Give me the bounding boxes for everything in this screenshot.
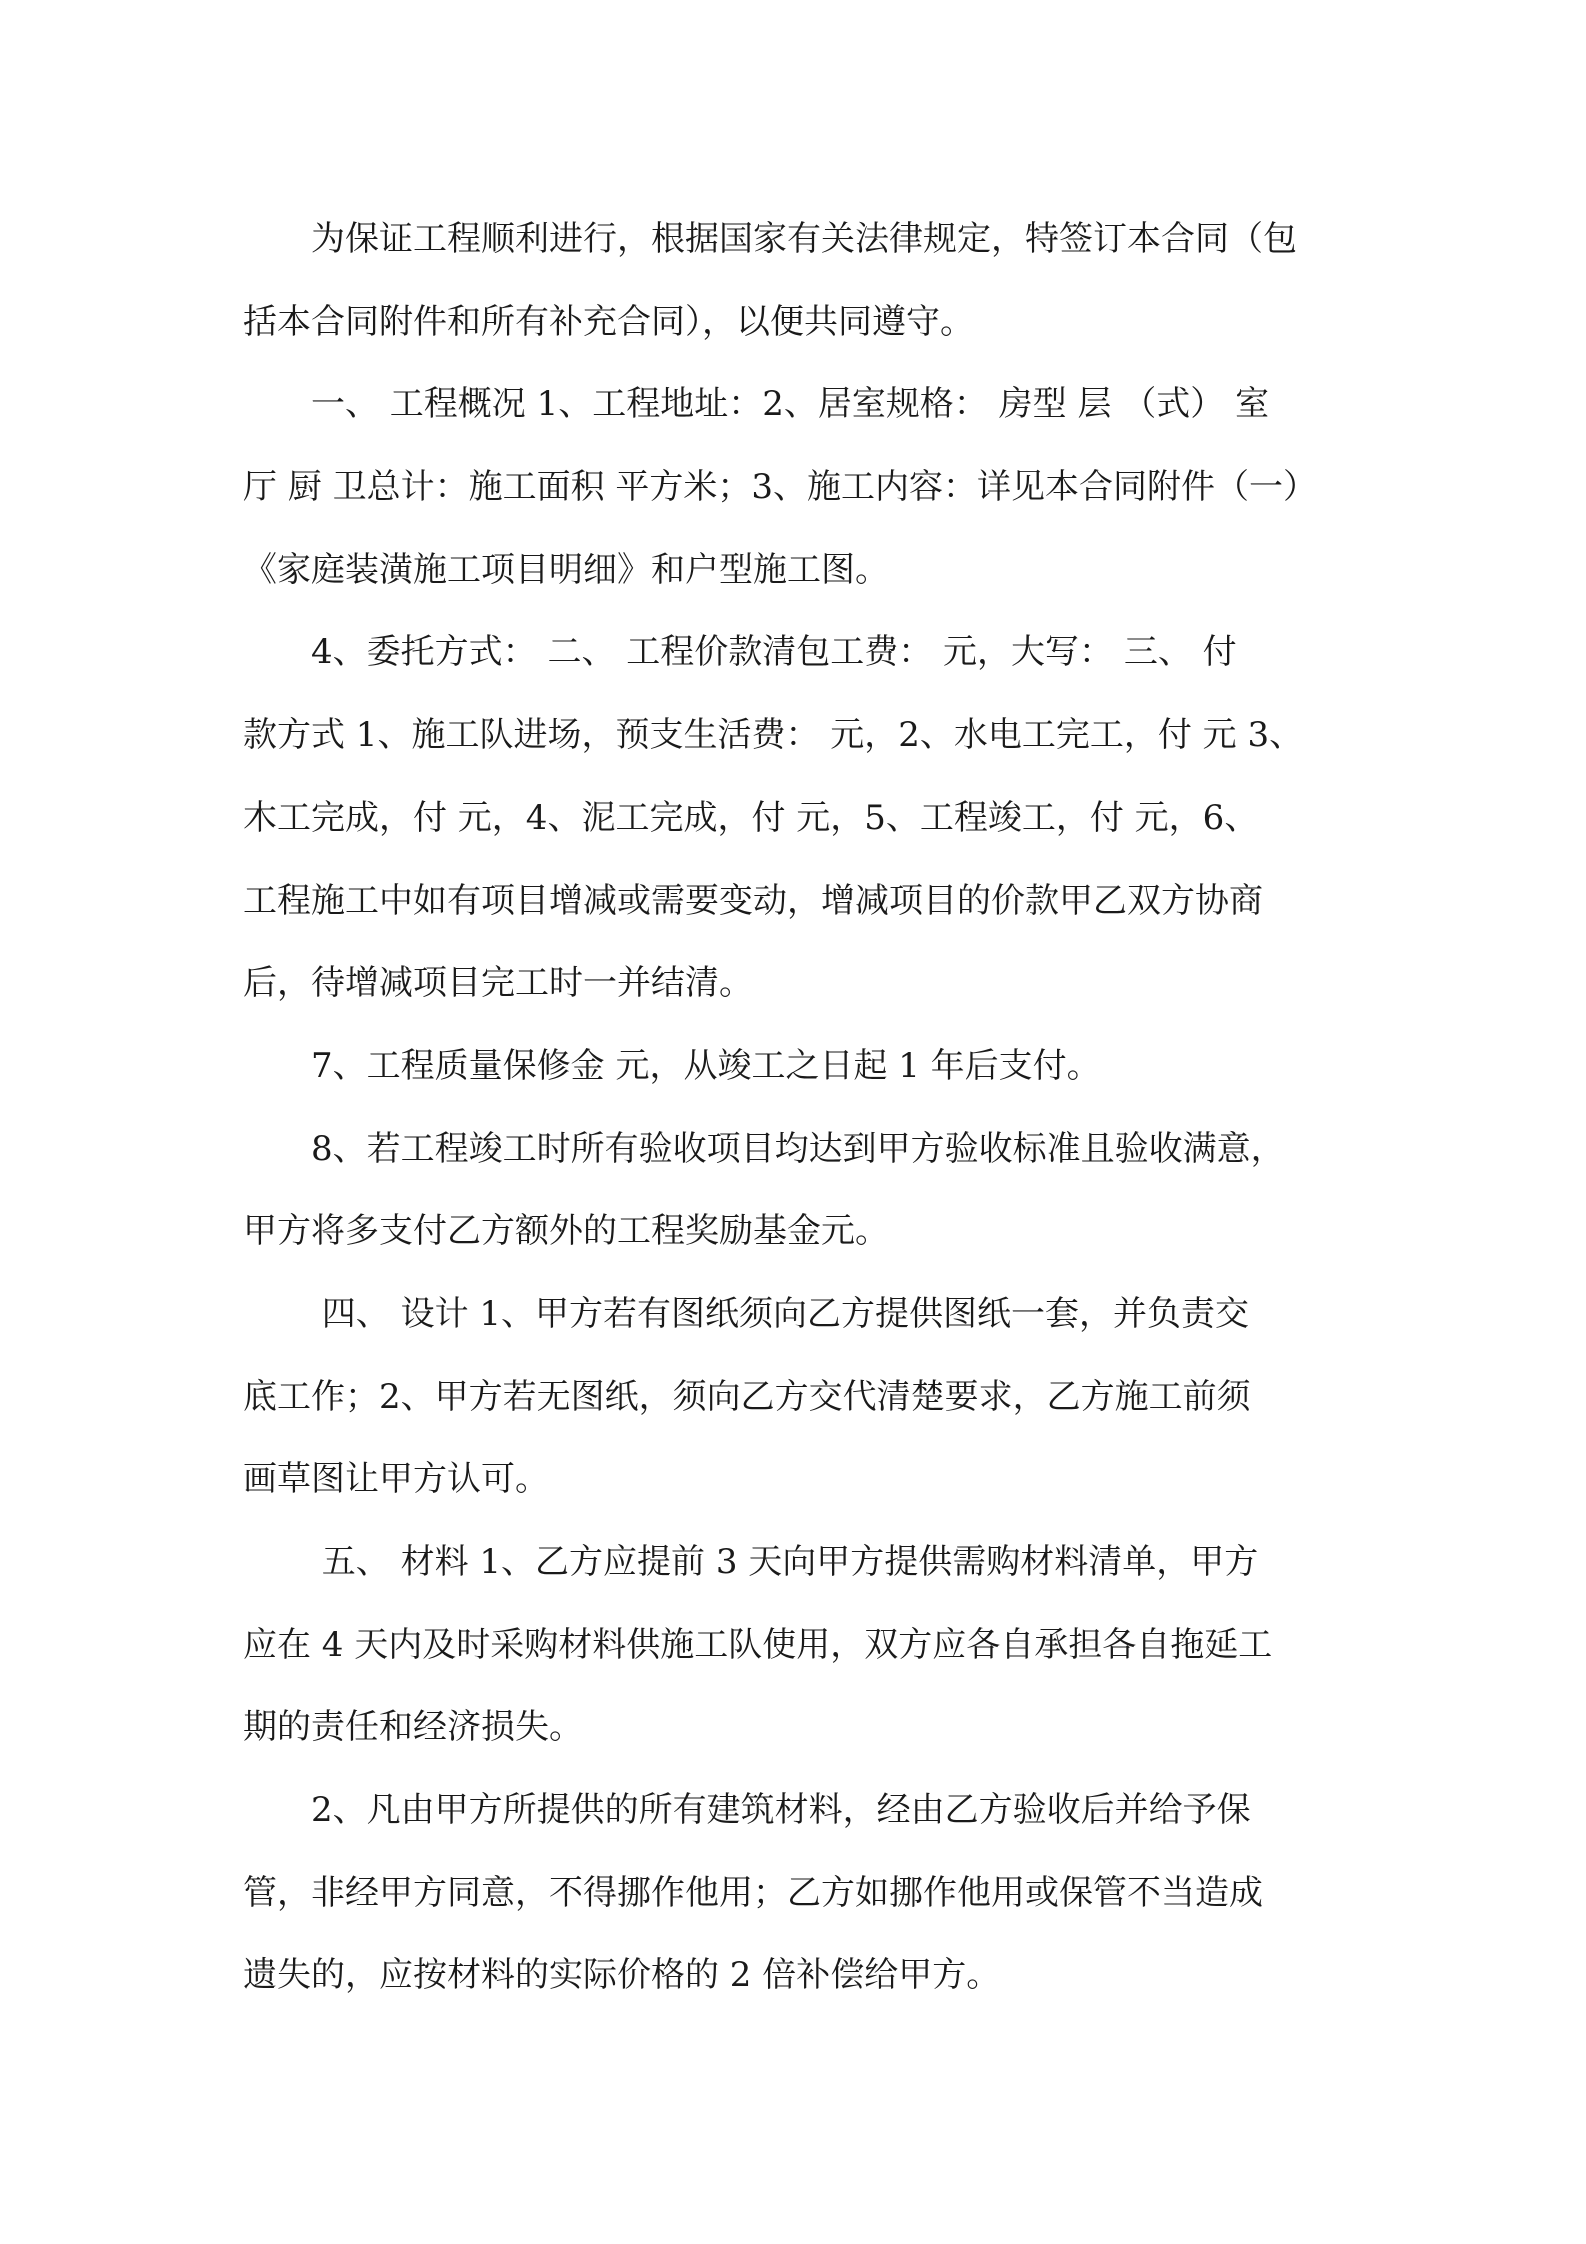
text-line: 五、 材料 1、乙方应提前 3 天向甲方提供需购材料清单，甲方 [243, 1542, 1259, 1582]
text-line: 甲方将多支付乙方额外的工程奖励基金元。 [243, 1211, 889, 1252]
text-line: 《家庭装潢施工项目明细》和户型施工图。 [243, 549, 889, 590]
text-line: 工程施工中如有项目增减或需要变动，增减项目的价款甲乙双方协商 [243, 880, 1263, 921]
text-line: 管，非经甲方同意，不得挪作他用；乙方如挪作他用或保管不当造成 [243, 1872, 1263, 1913]
text-line: 底工作；2、甲方若无图纸，须向乙方交代清楚要求，乙方施工前须 [243, 1376, 1251, 1417]
text-line: 画草图让甲方认可。 [243, 1459, 549, 1500]
text-line: 款方式 1、施工队进场，预支生活费： 元，2、水电工完工，付 元 3、 [243, 715, 1304, 756]
paragraph-preamble [243, 198, 1349, 363]
text-line: 为保证工程顺利进行，根据国家有关法律规定，特签订本合同（包 [243, 219, 1297, 259]
text-line: 后，待增减项目完工时一并结清。 [243, 963, 753, 1004]
text-line: 8、若工程竣工时所有验收项目均达到甲方验收标准且验收满意， [243, 1128, 1285, 1169]
paragraph-payment-terms [243, 611, 1349, 1024]
document-body [243, 198, 1349, 2017]
text-line: 四、 设计 1、甲方若有图纸须向乙方提供图纸一套，并负责交 [243, 1293, 1250, 1334]
text-line: 木工完成，付 元，4、泥工完成，付 元，5、工程竣工，付 元，6、 [243, 797, 1259, 838]
paragraph-warranty-deposit [243, 1025, 1349, 1108]
text-line: 应在 4 天内及时采购材料供施工队使用，双方应各自承担各自拖延工 [243, 1624, 1273, 1665]
paragraph-project-overview [243, 363, 1349, 611]
text-line: 2、凡由甲方所提供的所有建筑材料，经由乙方验收后并给予保 [243, 1790, 1251, 1831]
text-line: 7、工程质量保修金 元，从竣工之日起 1 年后支付。 [243, 1045, 1101, 1086]
paragraph-bonus [243, 1108, 1349, 1273]
paragraph-materials-custody [243, 1769, 1349, 2017]
text-line: 括本合同附件和所有补充合同），以便共同遵守。 [243, 301, 974, 342]
text-line: 遗失的，应按材料的实际价格的 2 倍补偿给甲方。 [243, 1955, 1001, 1996]
paragraph-design [243, 1273, 1349, 1521]
text-line: 厅 厨 卫总计：施工面积 平方米；3、施工内容：详见本合同附件（一） [243, 467, 1318, 508]
text-line: 一、 工程概况 1、工程地址：2、居室规格： 房型 层 （式） 室 [243, 384, 1270, 425]
paragraph-materials [243, 1521, 1349, 1769]
text-line: 期的责任和经济损失。 [243, 1707, 583, 1748]
text-line: 4、委托方式： 二、 工程价款清包工费： 元，大写： 三、 付 [243, 632, 1237, 673]
